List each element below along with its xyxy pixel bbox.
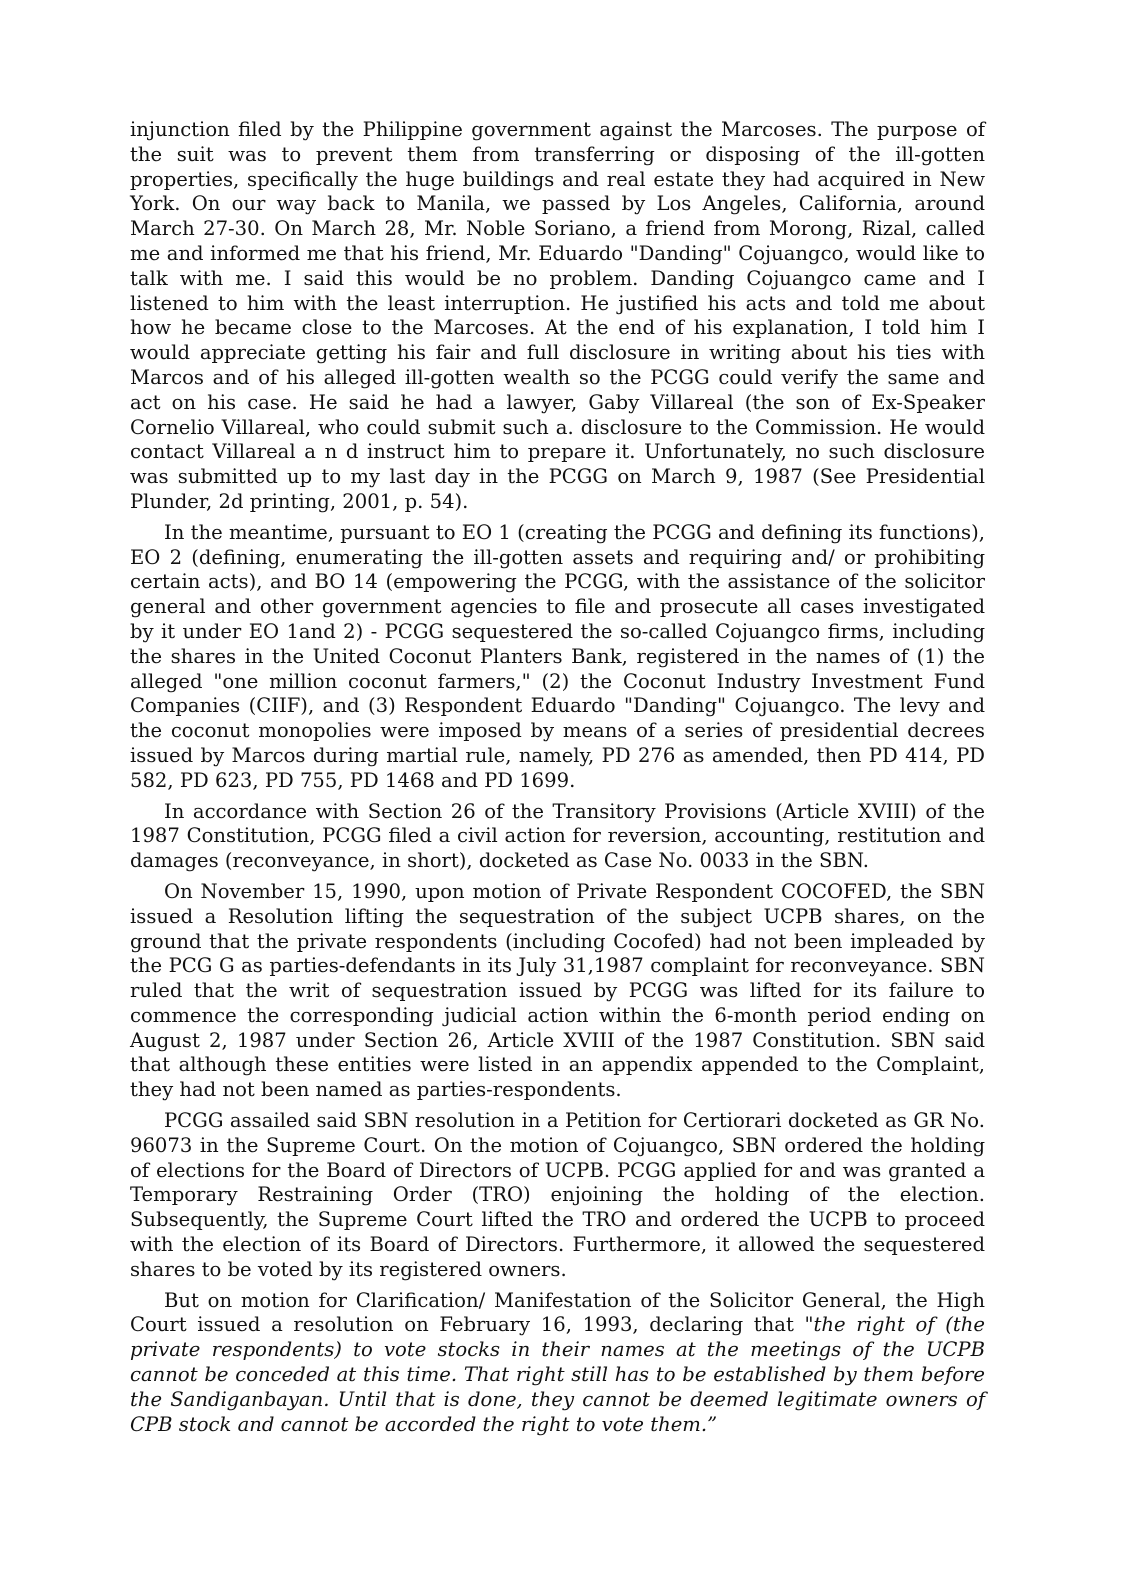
paragraph-4: On November 15, 1990, upon motion of Private Respondent COCOFED, the SBN issued a Resolution lifting the sequestration of the subject UCPB shares, on the ground that the private respondents (including Cocofed) had not been impleaded by the PCG G as parties-defendants in its July 31,1987 complaint for reconveyance. SBN ruled that the writ of sequestration issued by PCGG was lifted for its failure to commence the corresponding judicial action within the 6-month period ending on August 2, 1987 under Section 26, Article XVIII of the 1987 Constitution. SBN said that although these entities were listed in an appendix appended to the Complaint, they had not been named as parties-respondents. <box>130 879 985 1102</box>
document-body <box>130 118 985 1443</box>
paragraph-1: injunction filed by the Philippine government against the Marcoses. The purpose of the suit was to prevent them from transferring or disposing of the ill-gotten properties, specifically the huge buildings and real estate they had acquired in New York. On our way back to Manila, we passed by Los Angeles, California, around March 27-30. On March 28, Mr. Noble Soriano, a friend from Morong, Rizal, called me and informed me that his friend, Mr. Eduardo "Danding" Cojuangco, would like to talk with me. I said this would be no problem. Danding Cojuangco came and I listened to him with the least interruption. He justified his acts and told me about how he became close to the Marcoses. At the end of his explanation, I told him I would appreciate getting his fair and full disclosure in writing about his ties with Marcos and of his alleged ill-gotten wealth so the PCGG could verify the same and act on his case. He said he had a lawyer, Gaby Villareal (the son of Ex-Speaker Cornelio Villareal, who could submit such a. disclosure to the Commission. He would contact Villareal a n d instruct him to prepare it. Unfortunately, no such disclosure was submitted up to my last day in the PCGG on March 9, 1987 (See Presidential Plunder, 2d printing, 2001, p. 54). <box>130 118 985 513</box>
paragraph-6-text: But on motion for Clarification/ Manifestation of the Solicitor General, the High Court issued a resolution on February 16, 1993, declaring that <box>130 1288 985 1337</box>
paragraph-2: In the meantime, pursuant to EO 1 (creating the PCGG and defining its functions), EO 2 (defining, enumerating the ill-gotten assets and requiring and/ or prohibiting certain acts), and BO 14 (empowering the PCGG, with the assistance of the solicitor general and other government agencies to file and prosecute all cases investigated by it under EO 1and 2) - PCGG sequestered the so-called Cojuangco firms, including the shares in the United Coconut Planters Bank, registered in the names of (1) the alleged "one million coconut farmers," (2) the Coconut Industry Investment Fund Companies (CIIF), and (3) Respondent Eduardo "Danding" Cojuangco. The levy and the coconut monopolies were imposed by means of a series of presidential decrees issued by Marcos during martial rule, namely, PD 276 as amended, then PD 414, PD 582, PD 623, PD 755, PD 1468 and PD 1699. <box>130 520 985 792</box>
paragraph-3: In accordance with Section 26 of the Transitory Provisions (Article XVIII) of the 1987 Constitution, PCGG filed a civil action for reversion, accounting, restitution and damages (reconveyance, in short), docketed as Case No. 0033 in the SBN. <box>130 799 985 873</box>
paragraph-5: PCGG assailed said SBN resolution in a Petition for Certiorari docketed as GR No. 96073 in the Supreme Court. On the motion of Cojuangco, SBN ordered the holding of elections for the Board of Directors of UCPB. PCGG applied for and was granted a Temporary Restraining Order (TRO) enjoining the holding of the election. Subsequently, the Supreme Court lifted the TRO and ordered the UCPB to proceed with the election of its Board of Directors. Furthermore, it allowed the sequestered shares to be voted by its registered owners. <box>130 1109 985 1281</box>
paragraph-6 <box>130 1289 985 1438</box>
court-quote: "the right of (the private respondents) to vote stocks in their names at the meetings of the UCPB cannot be conceded at this time. That right still has to be established by them before the Sandiganbayan. Until that is done, they cannot be deemed legitimate owners of CPB stock and cannot be accorded the right to vote them.” <box>130 1313 985 1436</box>
